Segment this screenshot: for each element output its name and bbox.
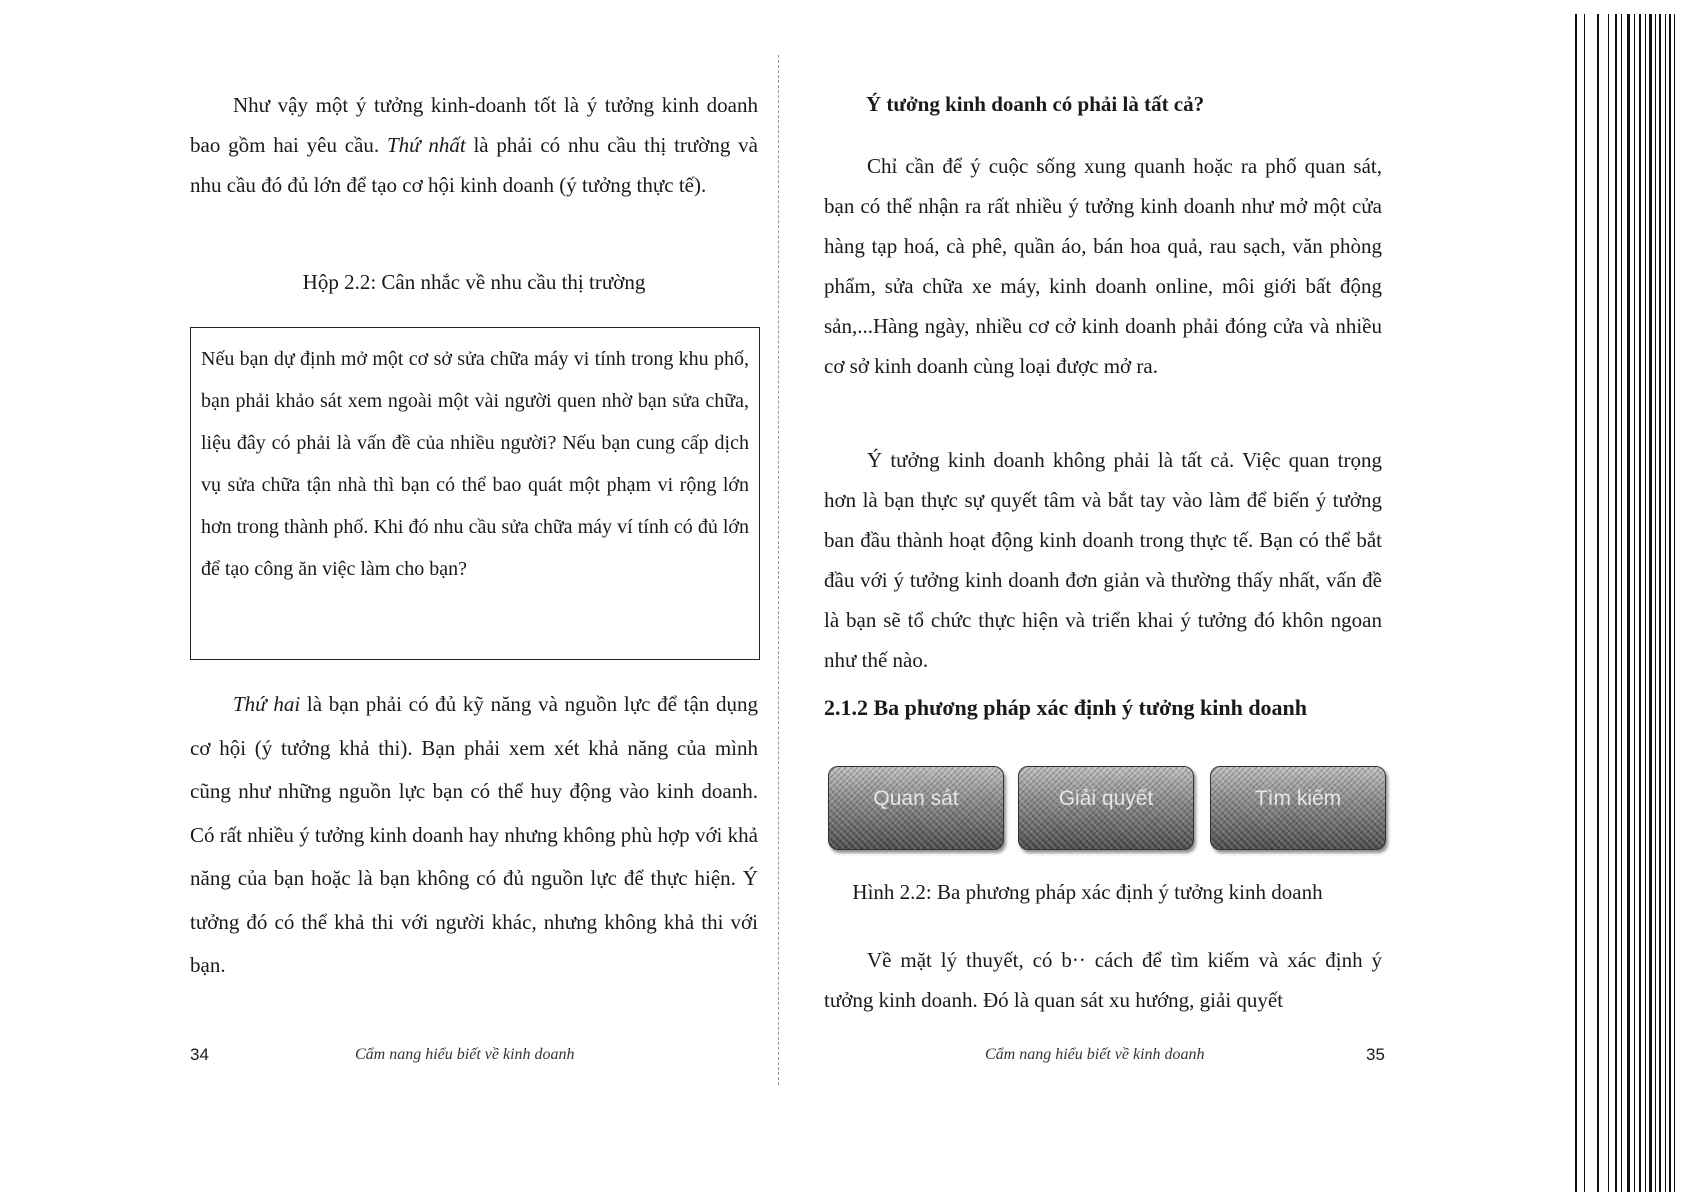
box-text: Nếu bạn dự định mở một cơ sở sửa chữa máy vi tính trong khu phố, bạn phải khảo sát xem ngoài một vài người quen nhờ bạn sửa chữa, liệu đây có phải là vấn đề của nhiều người? Nếu bạn cung cấp dịch vụ sửa chữa tận nhà thì bạn có thể bao quát một phạm vi rộng lớn hơn trong thành phố. Khi đó nhu cầu sửa chữa máy ví tính có đủ lớn để tạo công ăn việc làm cho bạn? <box>201 348 749 580</box>
page-edge-line <box>1665 14 1666 1192</box>
page-edge-line <box>1608 14 1609 1192</box>
paragraph-first-requirement <box>190 85 758 205</box>
scanned-page-edges <box>1575 14 1685 1192</box>
page-number-left: 34 <box>190 1045 209 1064</box>
method-solve-box: Giải quyết <box>1018 766 1194 850</box>
page-edge-line <box>1649 14 1652 1192</box>
page-edge-line <box>1639 14 1641 1192</box>
paragraph-text: Như vậy một ý tưởng kinh-doanh tốt là ý tưởng kinh doanh bao gồm hai yêu cầu. <box>190 93 758 157</box>
paragraph-text: là bạn phải có đủ kỹ năng và nguồn lực để tận dụng cơ hội (ý tưởng khả thi). Bạn phải xem xét khả năng của mình cũng như những nguồn lực bạn có thể huy động vào kinh doanh. Có rất nhiều ý tưởng kinh doanh hay nhưng không phù hợp với khả năng của bạn hoặc là bạn không có đủ nguồn lực để thực hiện. Ý tưởng đó có thể khả thi với người khác, nhưng không khả thi với bạn. <box>190 692 759 977</box>
page-edge-line <box>1627 14 1630 1192</box>
book-gutter-divider <box>778 55 779 1085</box>
paragraph-theory: Về mặt lý thuyết, có b·· cách để tìm kiếm và xác định ý tưởng kinh doanh. Đó là quan sát xu hướng, giải quyết <box>824 948 1382 1012</box>
page-edge-line <box>1634 14 1635 1192</box>
emphasis-second: Thứ hai <box>233 692 301 716</box>
figure-caption: Hình 2.2: Ba phương pháp xác định ý tưởng kinh doanh <box>852 880 1323 904</box>
footer-title-left: Cẩm nang hiểu biết về kinh doanh <box>355 1046 575 1063</box>
box-caption: Hộp 2.2: Cân nhắc về nhu cầu thị trường <box>302 270 646 294</box>
emphasis-first: Thứ nhất <box>386 133 466 157</box>
page-edge-line <box>1597 14 1599 1192</box>
paragraph-text: là phải có nhu cầu thị trường và nhu cầu đó đủ lớn để tạo cơ hội kinh doanh (ý tưởng thực tế). <box>190 133 759 197</box>
page-edge-line <box>1575 14 1577 1192</box>
page-edge-line <box>1674 14 1675 1192</box>
page-edge-line <box>1655 14 1656 1192</box>
left-page <box>0 0 780 1192</box>
page-number-right: 35 <box>1366 1045 1385 1064</box>
method-observe-box: Quan sát <box>828 766 1004 850</box>
right-page <box>790 0 1390 1192</box>
paragraph-observation: Chỉ cần để ý cuộc sống xung quanh hoặc ra phố quan sát, bạn có thể nhận ra rất nhiều ý tưởng kinh doanh như mở một cửa hàng tạp hoá, cà phê, quần áo, bán hoa quả, rau sạch, văn phòng phẩm, sửa chữa xe máy, kinh doanh online, môi giới bất động sản,...Hàng ngày, nhiều cơ cở kinh doanh phải đóng cửa và nhiều cơ sở kinh doanh cùng loại được mở ra. <box>824 154 1382 378</box>
page-edge-line <box>1584 14 1585 1192</box>
methods-diagram <box>828 766 1384 854</box>
section-heading: 2.1.2 Ba phương pháp xác định ý tưởng kinh doanh <box>824 695 1308 720</box>
page-edge-line <box>1621 14 1622 1192</box>
page-edge-line <box>1615 14 1617 1192</box>
page-edge-line <box>1659 14 1661 1192</box>
footer-title-right: Cẩm nang hiểu biết về kinh doanh <box>985 1046 1205 1063</box>
page-edge-line <box>1669 14 1671 1192</box>
paragraph-not-everything: Ý tưởng kinh doanh không phải là tất cả. Việc quan trọng hơn là bạn thực sự quyết tâm và bắt tay vào làm để biến ý tưởng ban đầu thành hoạt động kinh doanh trong thực tế. Bạn có thể bắt đầu với ý tưởng kinh doanh đơn giản và thường thấy nhất, vấn đề là bạn sẽ tổ chức thực hiện và triển khai ý tưởng đó khôn ngoan như thế nào. <box>824 448 1382 672</box>
market-demand-box <box>190 327 760 660</box>
subsection-heading: Ý tưởng kinh doanh có phải là tất cả? <box>866 92 1205 116</box>
page-edge-line <box>1645 14 1646 1192</box>
method-search-box: Tìm kiếm <box>1210 766 1386 850</box>
paragraph-second-requirement <box>190 683 758 988</box>
